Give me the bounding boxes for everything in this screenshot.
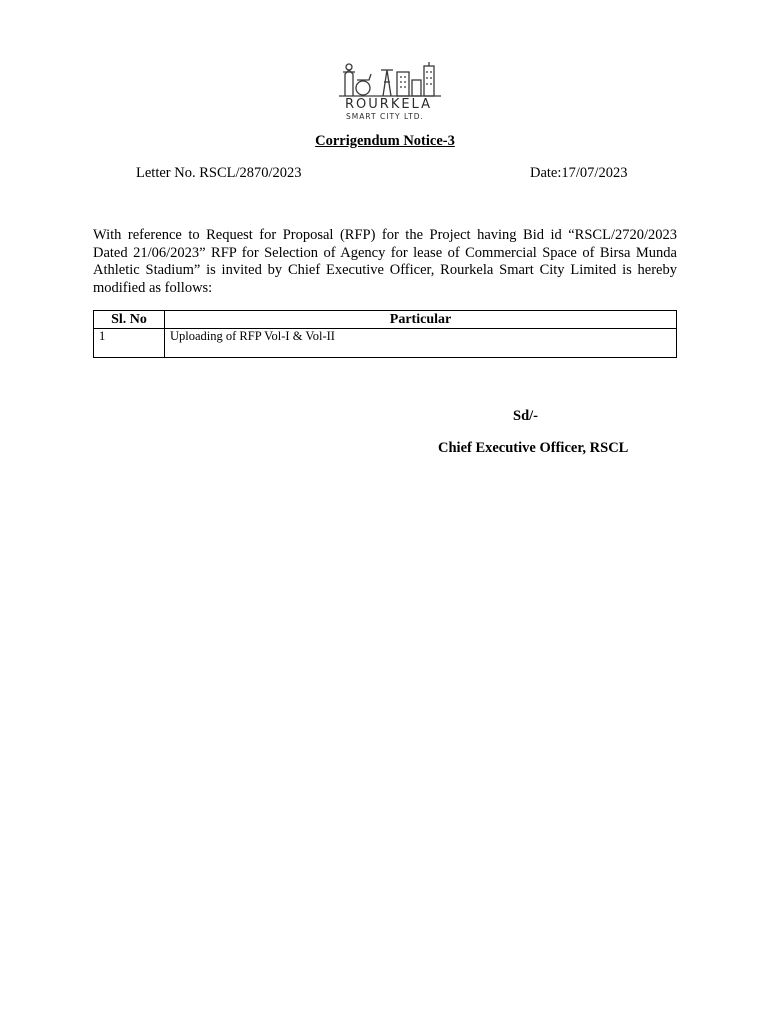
letter-date: Date:17/07/2023	[530, 165, 628, 181]
signatory-title: Chief Executive Officer, RSCL	[438, 440, 629, 456]
signature-mark: Sd/-	[513, 408, 538, 424]
notice-title: Corrigendum Notice-3	[315, 133, 455, 149]
corrigendum-table	[93, 310, 677, 358]
header-sl-no: Sl. No	[94, 311, 165, 329]
body-paragraph: With reference to Request for Proposal (RFP) for the Project having Bid id “RSCL/2720/2023 Dated 21/06/2023” RFP for Selection of Agency for lease of Commercial Space of Birsa Munda Athletic Stadium” is invited by Chief Executive Officer, Rourkela Smart City Limited is hereby modified as follows:	[93, 227, 677, 296]
logo-name: ROURKELA	[345, 97, 432, 112]
header-particular: Particular	[165, 311, 677, 329]
city-skyline-icon	[335, 60, 445, 98]
cell-sl-no: 1	[94, 329, 165, 358]
letter-number: Letter No. RSCL/2870/2023	[136, 165, 302, 181]
table-header-row	[94, 311, 677, 329]
rourkela-smart-city-logo	[335, 60, 445, 126]
cell-particular: Uploading of RFP Vol-I & Vol-II	[165, 329, 677, 358]
logo-subtitle: SMART CITY LTD.	[346, 112, 424, 121]
table-row	[94, 329, 677, 358]
